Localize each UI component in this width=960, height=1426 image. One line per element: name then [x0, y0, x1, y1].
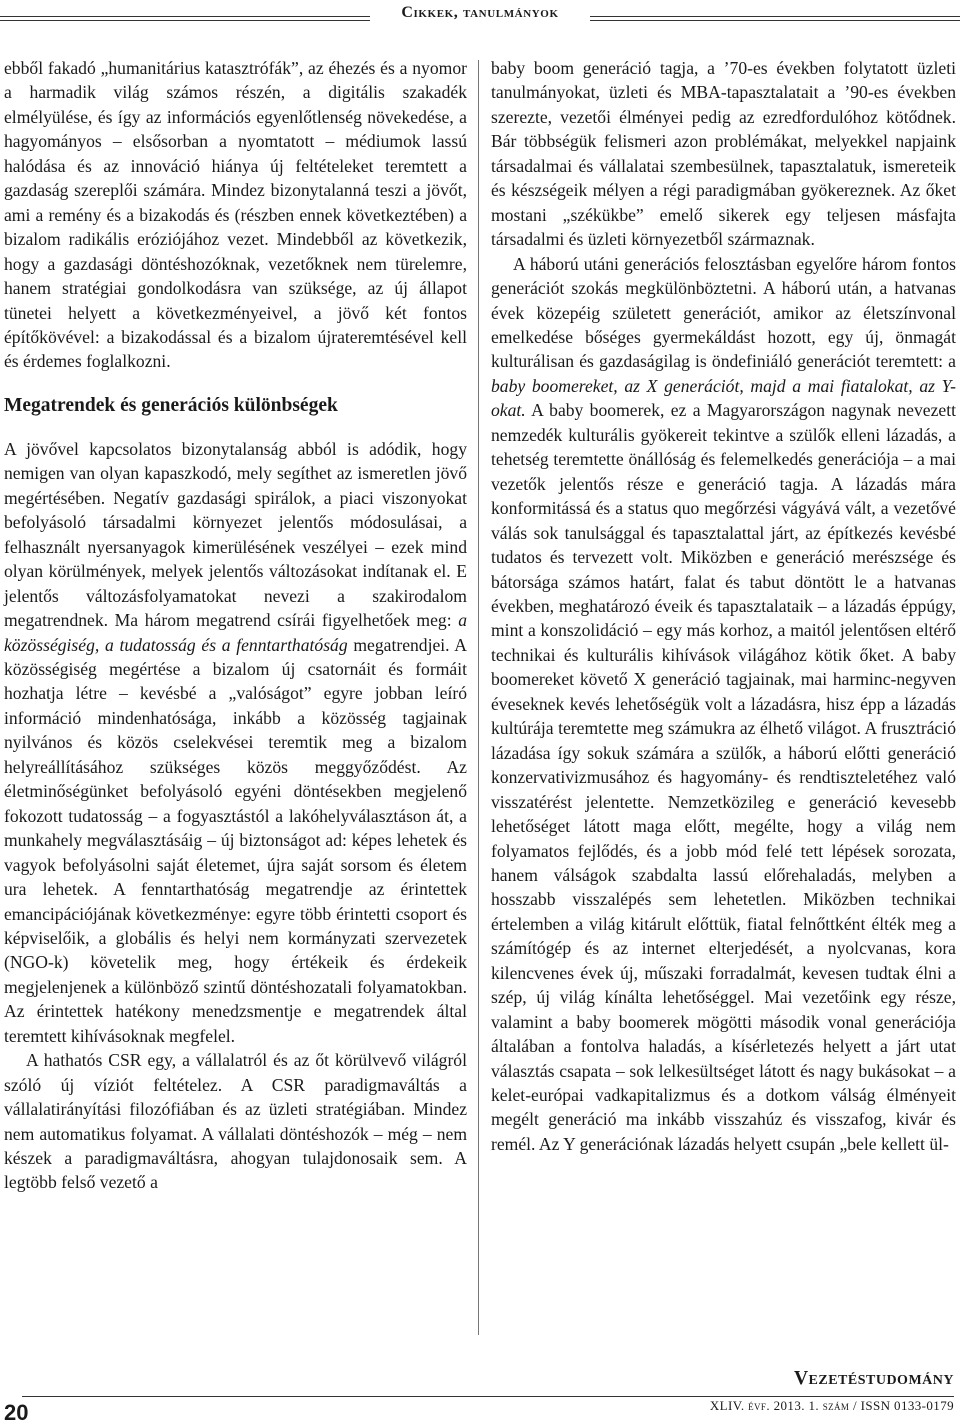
right-paragraph-2-start: A háború utáni generációs felosztásban egyelőre három fontos generációt szokás megkülönböztetni. A háború után, a hatvanas évek közepéig született generációt, amikor az életszínvonal emelkedése bőséges gyermekáldást hozott, egy új, önmagát kulturálisan és gazdaságilag is öndefiniáló generációt teremtett: a	[491, 253, 956, 372]
left-paragraph-3: A hathatós CSR egy, a vállalatról és az őt körülvevő világról szóló új víziót feltételez. A CSR paradigmaváltás a vállalatirányítási filozófiában és az üzleti stratégiában. Mindez nem automatikus folyamat. A vállalati döntéshozók – még – nem készek a paradigmaváltásra, ahogyan tulajdonosaik sem. A legtöbb felső vezető a	[4, 1050, 467, 1193]
left-column	[4, 56, 467, 1195]
journal-name: Vezetéstudomány	[793, 1368, 954, 1389]
right-paragraph-2	[491, 252, 956, 1157]
header-rule-right-bottom	[584, 20, 960, 21]
left-paragraph-1: ebből fakadó „humanitárius katasztrófák”, az éhezés és a nyomor a harmadik világ számos részén, a digitális szakadék elmélyülése, és így az információs egyenlőtlenség növekedése, a hagyományos – elsősorban a nyomtatott – médiumok lassú halódása és az innováció hiánya új feltételeket teremtett a gazdaság szereplői számára. Mindez bizonytalanná teszi a jövőt, ami a remény és a bizakodás és (részben ennek következtében) a bizalom radikális eróziójához vezet. Mindebből az következik, hogy a gazdasági döntéshozóknak, vezetőknek nem türelemre, hanem stratégiai gondolkodásra van szüksége, az új állapot tünetei helyett a következményeivel, a jövő két fontos építőkövével: a bizakodással és a bizalom újrateremtésével kell és érdemes foglalkozni.	[4, 58, 467, 372]
section-heading: Megatrendek és generációs különbségek	[4, 394, 338, 416]
right-paragraph-2-italic: baby boomereket, az X generációt, majd a mai fiatalokat, az Y-okat.	[491, 375, 956, 421]
page-number: 20	[4, 1400, 29, 1425]
right-paragraph-2-end: A baby boomerek, ez a Magyarországon nagynak nevezett nemzedék kulturális gyökereit tekintve a szülők elleni lázadás, a tehetség teremtette önállóság és felemelkedés generációja – a mai vezetők jelentős része e generáció tagja. A lázadás mára konformitássá és a status quo megőrzési vágyává vált, a vezetővé válás sok tanulsággal és tapasztalattal járt, az építkezés kevésbé tudatos és tervezett volt. Miközben e generáció merészsége és bátorsága számos határt, falat és tabut döntött le a hatvanas években, meghatározó éveik és tapasztalataik – a lázadás éppúgy, mint a konszolidáció – egy más korhoz, a maitól jelentősen eltérő technikai és kulturális kihívások világához kötik őket. A baby boomereket követő X generáció tagjainak, mai harminc-negyven éveseknek kevés lehetőségük volt a lázadásra, hisz épp a lázadás kultúrája teremtette meg számukra az élhető világot. A frusztráció lázadása így sokuk számára a szülők, a háború előtti generáció konzervativizmusához és hagyomány- és rendtiszteletéhez való visszatérést jelentette. Nemzetközileg e generáció kevesebb lehetőséget látott maga előtt, megélte, hogy a világ nem folyamatos fejlődés, és a jobb mód felé tett lépések sorozata, hanem válságok szabdalta lassú előrehaladás, melyben a hosszabb visszalépés sem lehetetlen. Miközben technikai értelemben a világ kitárult előttük, fiatal felnőttként élték meg a számítógép és az internet elterjedését, a nyolcvanas, kora kilencvenes évek új, műszaki forradalmát, kevesen tudtak élni a szép, új világ kínálta lehetőséggel. Mai vezetőink egy része, valamint a baby boomerek mögötti második vonal generációja általában a fontolva haladás, a kísérletezés helyett a járt utat választás csapata – sok lelkesültséget látott és nagy bukásokat – a kelet-európai vadkapitalizmus és a dotkom válság élményeit megélt generáció ma inkább visszahúz és visszafog, kivár és remél. Az Y generációnak lázadás helyett csupán „bele kellett ül-	[491, 400, 956, 1154]
issue-info: XLIV. évf. 2013. 1. szám / ISSN 0133-0179	[709, 1398, 954, 1413]
column-divider	[478, 60, 479, 1335]
right-paragraph-1: baby boom generáció tagja, a ’70-es években folytatott üzleti tanulmányokat, üzleti és MBA-tapasztalatait a ’90-es években szerezte, vezetői élményei pedig az ezredfordulóhoz kötődnek. Bár többségük felismeri azon problémákat, melyekkel napjaink társadalmai és vállalatai szembesülnek, tapasztalatuk, ismereteik és készségeik mélyen a régi paradigmában gyökereznek. Az őket mostani „székükbe” emelő sikerek egy teljesen másfajta társadalmi és üzleti környezetből származnak.	[491, 58, 956, 250]
footer-rule	[22, 1396, 954, 1397]
right-column	[491, 56, 956, 1156]
section-title: Cikkek, tanulmányok	[370, 3, 590, 23]
left-paragraph-2	[4, 437, 467, 1048]
left-paragraph-2-end: megatrendjei. A közösségiség megértése a bizalom új csatornáit és formáit hozhatja létre – kevésbé a „valóságot” egyre jobban leíró információ mindenhatósága, inkább a közösség tagjainak nyilvános és közös cselekvései teremtik meg a bizalom helyreállításához szükséges közös meggyőződést. Az életminőségünket befolyásoló egyéni döntésekben megjelenő fokozott tudatosság – a fogyasztástól a lakóhelyválasztáson át, a munkahely megválasztásáig – új biztonságot ad: képes lehetek és vagyok befolyásolni saját életemet, újra saját sorsom és életem ura lehetek. A fenntarthatóság megatrendje az érintettek emancipációjának következménye: egyre több érintetti csoport és képviselőik, a globális és helyi nem kormányzati szervezetek (NGO-k) követelik meg, hogy értékeik és érdekeik megjelenjenek a különböző szintű döntéshozatali folyamatokban. Az érintettek hatékony menedzsmentje e megatrendek által teremtett kihívásoknak megfelel.	[4, 634, 467, 1046]
left-paragraph-2-start: A jövővel kapcsolatos bizonytalanság abból is adódik, hogy nemigen van olyan kapaszkodó, mely segíthet az ismeretlen jövő megértésében. Negatív gazdasági spirálok, a piaci viszonyokat befolyásoló társadalmi környezet jelentős módosulásai, a felhasznált nyersanyagok kimerülésének veszélyei – ezek mind olyan körülmények, melyek jelentős változásokat indítanak el. E jelentős változásfolyamatokat nevezi a szakirodalom megatrendnek. Ma három megatrend csírái figyelhetőek meg:	[4, 438, 467, 631]
header-rule-right-top	[584, 16, 960, 17]
left-paragraph-2-italic: a közösségiség, a tudatosság és a fenntarthatóság	[4, 610, 467, 655]
